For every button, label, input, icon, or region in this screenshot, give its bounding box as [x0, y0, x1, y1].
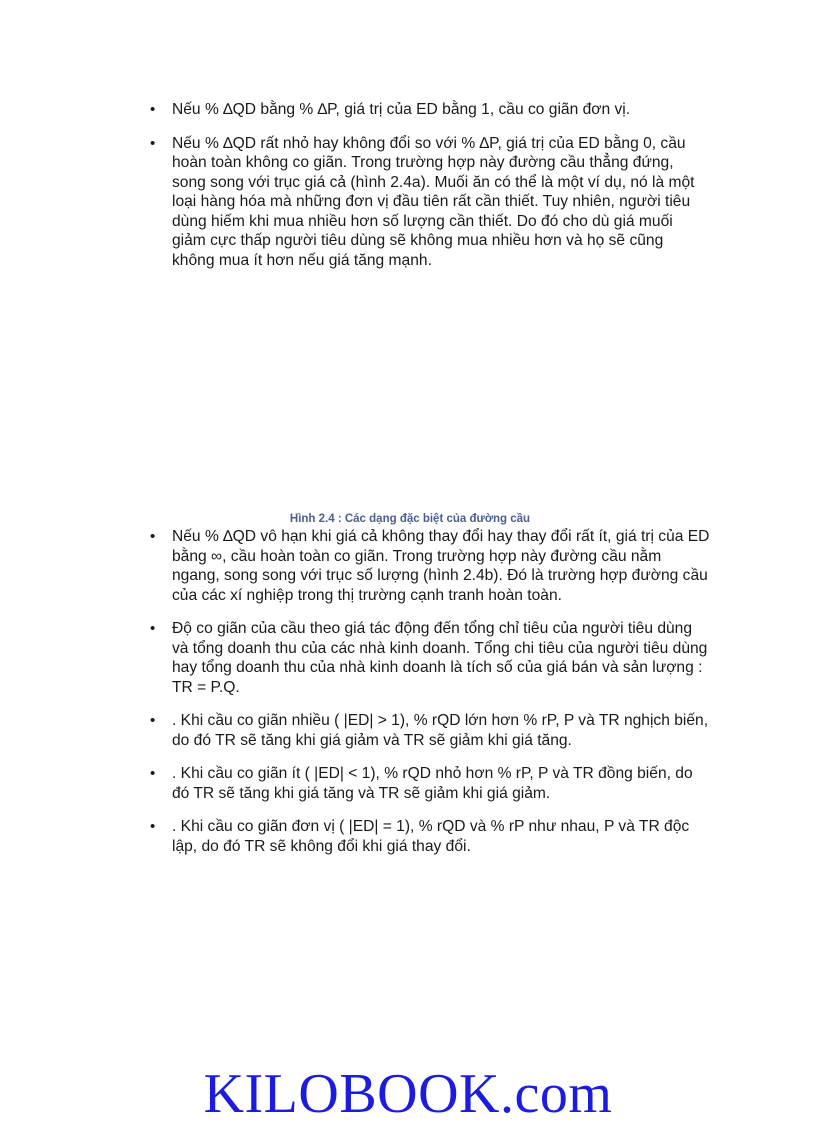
list-item: [150, 134, 710, 271]
bullet-icon: •: [150, 101, 156, 118]
list-item-text: . Khi cầu co giãn ít ( |ED| < 1), % rQD nhỏ hơn % rP, P và TR đồng biến, do đó TR sẽ tăng khi giá tăng và TR sẽ giảm khi giá giảm.: [172, 765, 693, 802]
list-item-text: Độ co giãn của cầu theo giá tác động đến tổng chỉ tiêu của người tiêu dùng và tổng doanh thu của các nhà kinh doanh. Tổng chi tiêu của người tiêu dùng hay tổng doanh thu của nhà kinh doanh là tích số của giá bán và sản lượng : TR = P.Q.: [172, 620, 708, 696]
bullet-icon: •: [150, 528, 156, 545]
list-item: [150, 711, 710, 750]
list-item: [150, 817, 710, 856]
bullet-list-bottom: [150, 527, 710, 870]
list-item: [150, 100, 710, 120]
list-item-text: Nếu % ∆QD rất nhỏ hay không đổi so với % ∆P, giá trị của ED bằng 0, cầu hoàn toàn không co giãn. Trong trường hợp này đường cầu thẳng đứng, song song với trục giá cả (hình 2.4a). Muối ăn có thể là một ví dụ, nó là một loại hàng hóa mà những đơn vị đầu tiên rất cần thiết. Tuy nhiên, người tiêu dùng hiếm khi mua nhiều hơn số lượng cần thiết. Do đó cho dù giá muối giảm cực thấp người tiêu dùng sẽ không mua nhiều hơn và họ sẽ cũng không mua ít hơn nếu giá tăng mạnh.: [172, 134, 695, 269]
footer-brand: KILOBOOK.com: [203, 1063, 613, 1125]
list-item: [150, 527, 710, 605]
list-item-text: Nếu % ∆QD bằng % ∆P, giá trị của ED bằng 1, cầu co giãn đơn vị.: [172, 101, 631, 118]
list-item-text: . Khi cầu co giãn đơn vị ( |ED| = 1), % rQD và % rP như nhau, P và TR độc lập, do đó TR sẽ không đổi khi giá thay đổi.: [172, 818, 690, 855]
bullet-icon: •: [150, 818, 156, 835]
list-item-text: Nếu % ∆QD vô hạn khi giá cả không thay đổi hay thay đổi rất ít, giá trị của ED bằng ∞, cầu hoàn toàn co giãn. Trong trường hợp này đường cầu nằm ngang, song song với trục số lượng (hình 2.4b). Đó là trường hợp đường cầu của các xí nghiệp trong thị trường cạnh tranh hoàn toàn.: [172, 528, 710, 604]
bullet-icon: •: [150, 134, 156, 152]
list-item: [150, 764, 710, 803]
bullet-list-top: [150, 100, 710, 284]
bullet-icon: •: [150, 620, 156, 637]
bullet-icon: •: [150, 765, 156, 782]
bullet-icon: •: [150, 712, 156, 729]
list-item-text: . Khi cầu co giãn nhiều ( |ED| > 1), % rQD lớn hơn % rP, P và TR nghịch biến, do đó TR sẽ tăng khi giá giảm và TR sẽ giảm khi giá tăng.: [172, 712, 709, 749]
list-item: [150, 619, 710, 697]
figure-caption: Hình 2.4 : Các dạng đặc biệt của đường cầu: [289, 513, 531, 525]
